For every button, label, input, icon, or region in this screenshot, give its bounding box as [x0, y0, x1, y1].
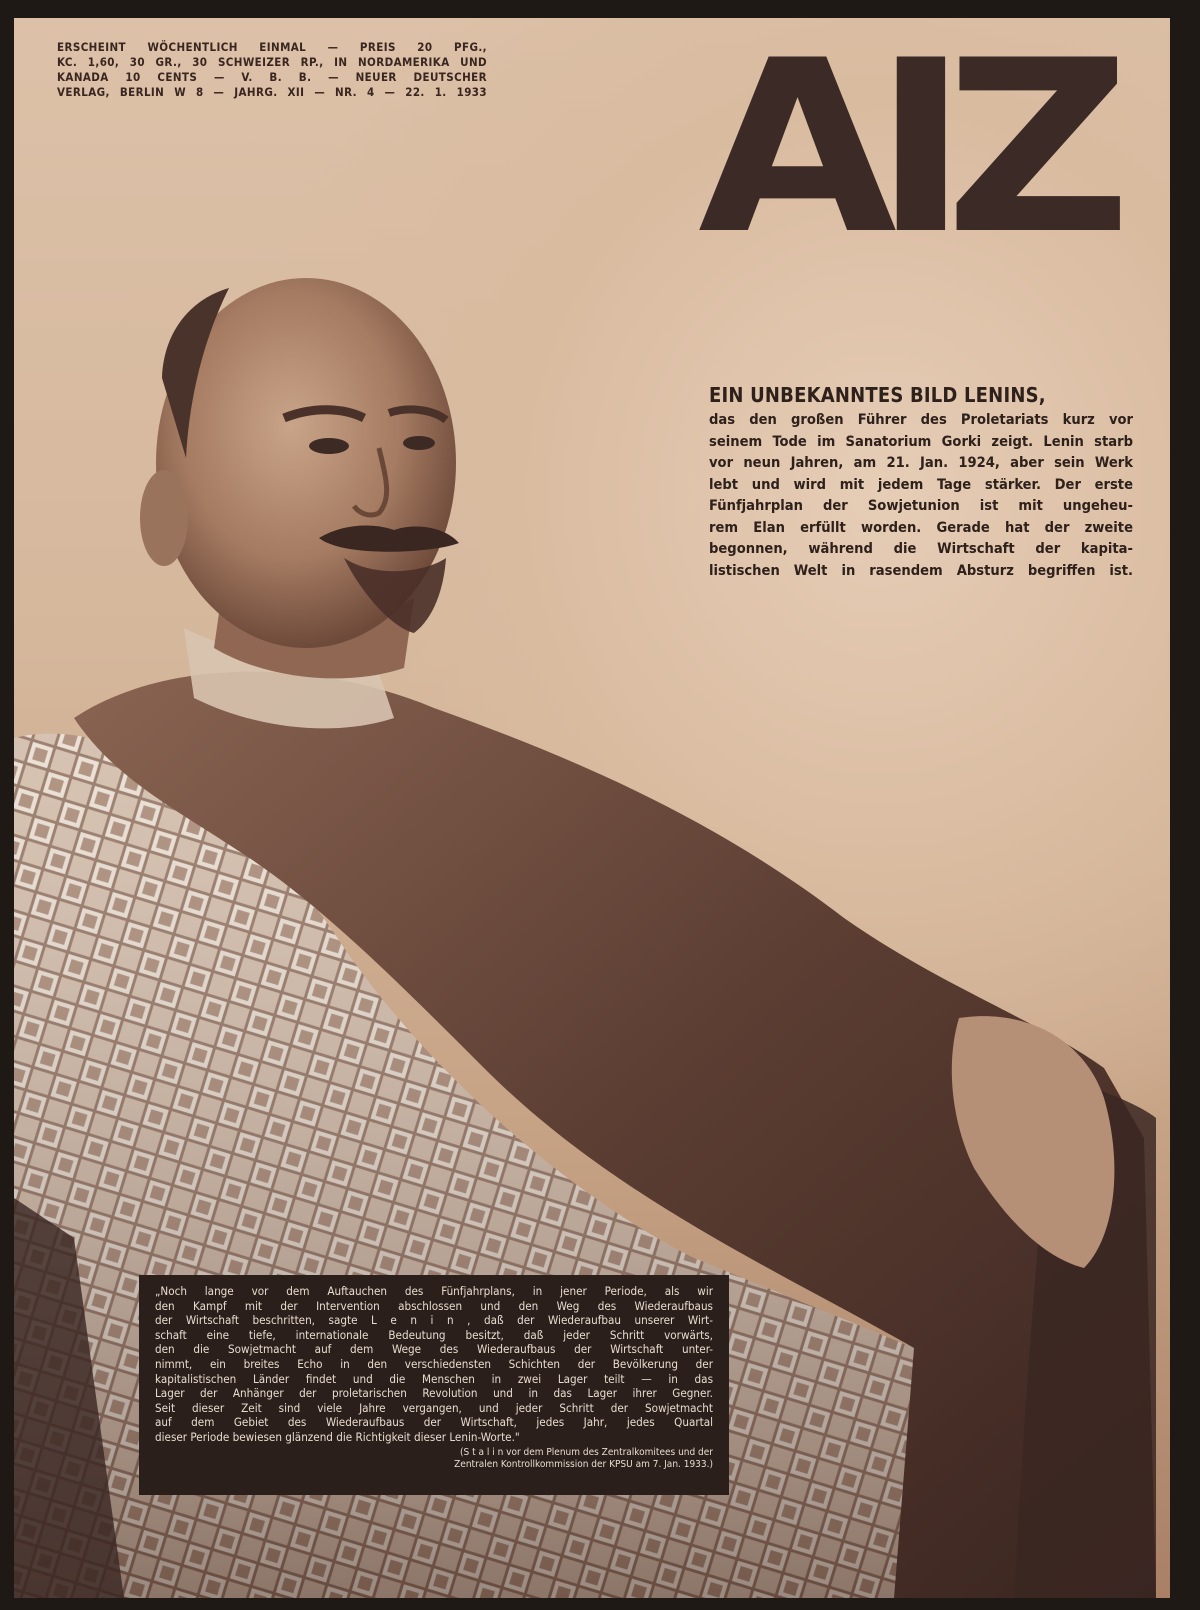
quote-line: Lager der Anhänger der proletarischen Revolution und in das Lager ihrer Gegner.: [155, 1386, 713, 1401]
quote-line: Seit dieser Zeit sind viele Jahre vergangen, und jeder Schritt der Sowjetmacht: [155, 1400, 713, 1415]
intro-line: das den großen Führer des Proletariats kurz vor: [709, 411, 1133, 428]
quote-line: kapitalistischen Länder findet und die Menschen in zwei Lager teilt — in das: [155, 1371, 713, 1386]
quote-source: [155, 1447, 713, 1471]
quote-line: nimmt, ein breites Echo in den verschiedensten Schichten der Bevölkerung der: [155, 1356, 713, 1371]
intro-title: EIN UNBEKANNTES BILD LENINS,: [709, 383, 1046, 407]
quote-line: dieser Periode bewiesen glänzend die Richtigkeit dieser Lenin-Worte.": [155, 1429, 520, 1444]
intro-line: listischen Welt in rasendem Absturz begriffen ist.: [709, 561, 1133, 579]
source-line: (S t a l i n vor dem Plenum des Zentralkomitees und der: [460, 1446, 713, 1458]
quote-line: schaft eine tiefe, internationale Bedeutung besitzt, daß jeder Schritt vorwärts,: [155, 1327, 713, 1342]
quote-line: der Wirtschaft beschritten, sagte L e n i n , daß der Wiederaufbau unserer Wirt-: [155, 1313, 713, 1328]
intro-line: lebt und wird mit jedem Tage stärker. Der erste: [709, 475, 1133, 493]
intro-line: Fünfjahrplan der Sowjetunion ist mit ungeheu-: [709, 497, 1133, 514]
quote-line: auf dem Gebiet des Wiederaufbaus der Wirtschaft, jedes Jahr, jedes Quartal: [155, 1415, 713, 1430]
intro-line: begonnen, während die Wirtschaft der kapita-: [709, 540, 1133, 557]
intro-line: vor neun Jahren, am 21. Jan. 1924, aber sein Werk: [709, 454, 1133, 471]
magazine-logo: AIZ: [698, 18, 1108, 287]
intro-line: seinem Tode im Sanatorium Gorki zeigt. Lenin starb: [709, 432, 1133, 450]
stalin-quote-box: [139, 1275, 729, 1495]
info-line: ERSCHEINT WÖCHENTLICH EINMAL — PREIS 20 PFG.,: [57, 40, 487, 54]
intro-caption: [709, 381, 1133, 581]
quote-line: „Noch lange vor dem Auftauchen des Fünfjahrplans, in jener Periode, als wir: [155, 1284, 713, 1298]
info-line: VERLAG, BERLIN W 8 — JAHRG. XII — NR. 4 — 22. 1. 1933: [57, 85, 487, 99]
quote-line: den Kampf mit der Intervention abschlossen und den Weg des Wiederaufbaus: [155, 1298, 713, 1313]
info-line: KC. 1,60, 30 GR., 30 SCHWEIZER RP., IN NORDAMERIKA UND: [57, 55, 487, 69]
info-line: KANADA 10 CENTS — V. B. B. — NEUER DEUTSCHER: [57, 70, 487, 84]
source-line: Zentralen Kontrollkommission der KPSU am 7. Jan. 1933.): [454, 1458, 713, 1470]
intro-body: [709, 409, 1133, 581]
quote-body: [155, 1284, 713, 1445]
intro-line: rem Elan erfüllt worden. Gerade hat der zweite: [709, 518, 1133, 536]
magazine-cover: [14, 18, 1170, 1598]
quote-line: den die Sowjetmacht auf dem Wege des Wiederaufbaus der Wirtschaft unter-: [155, 1342, 713, 1357]
publication-info: [57, 40, 487, 100]
